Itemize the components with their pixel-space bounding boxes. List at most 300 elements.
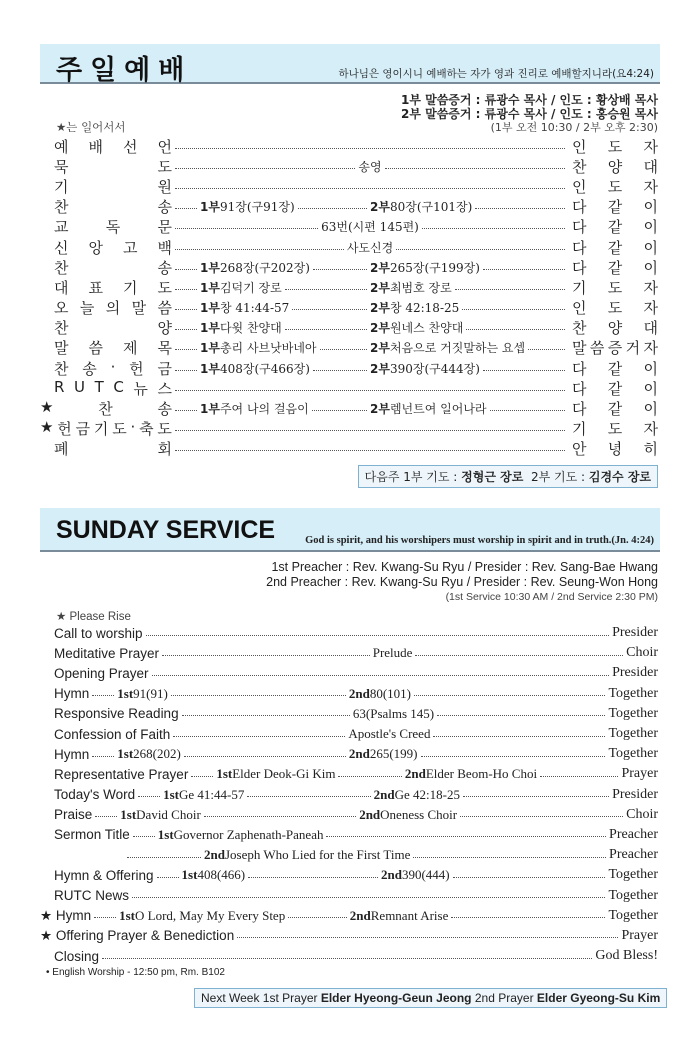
en-next-name1: Elder Hyeong-Geun Jeong [320,991,472,1005]
kr-preachers [401,93,658,121]
leader-char: 다 [572,258,587,277]
leader-char: 같 [607,359,623,378]
part-2-tag: 2부 [370,402,390,417]
leader-dots [175,349,197,350]
kr-next-prefix: 다음주 1부 기도 : [364,470,458,484]
order-leader: Together [608,746,658,762]
label-char: 제 [123,339,138,358]
part-1-text: 김덕기 장로 [219,280,282,295]
part-1 [172,319,370,336]
label-char: 교 [54,218,69,237]
leader-dots [175,228,318,229]
leader-char: 이 [643,218,658,237]
order-detail [170,726,608,742]
leader-char: 다 [572,238,587,257]
label-char: 씀 [157,299,172,318]
part-2-text: Oneness Choir [380,806,458,822]
kr-order-list [40,136,658,459]
order-leader: Together [608,685,658,701]
order-detail [172,186,568,187]
label-char: 찬 [98,400,113,419]
part-1 [172,259,370,276]
order-detail [172,218,568,235]
leader-char: 대 [643,157,658,176]
leader-dots [248,877,378,878]
kr-next-mid: 2부 기도 : [530,470,586,484]
label-char: ★ [40,418,54,437]
leader-char: 인 [572,299,587,318]
label-char: · [130,418,136,437]
leader-dots [237,937,618,938]
label-char: 헌 [57,420,72,439]
leader-dots [413,857,606,858]
leader-dots [451,917,605,918]
leader-dots [175,390,565,391]
center-text: 사도신경 [346,240,394,255]
order-row [54,217,658,237]
leader-char: 다 [572,379,587,398]
leader-char: 기 [572,278,587,297]
order-row [54,298,658,318]
order-detail [172,146,568,147]
leader-dots [396,249,565,250]
part-1 [135,787,374,803]
part-2-tag: 2부 [370,301,390,316]
part-1-text: Joseph Who Lied for the First Time [224,847,411,863]
leader-char: 이 [643,359,658,378]
part-1-tag: 1st [119,907,135,923]
leader-dots [182,715,350,716]
order-label: Representative Prayer [54,766,189,782]
leader-dots [462,309,565,310]
order-leader: Preacher [609,826,658,842]
part-1-text: Governor Zaphenath-Paneah [173,826,324,842]
leader-char: 자 [643,278,658,297]
part-1 [188,766,405,782]
part-1-tag: 1st [117,746,134,762]
part-1-text: O Lord, May My Every Step [135,907,286,923]
label-char: C [113,377,124,396]
leader-char: 이 [643,379,658,398]
part-2-text: Remnant Arise [370,907,449,923]
leader-char: 찬 [572,319,587,338]
leader-dots [102,958,592,959]
leader-char: 이 [643,400,658,419]
order-leader [572,156,658,177]
leader-dots [92,695,114,696]
part-1-tag: 1부 [200,321,220,336]
order-row [54,439,658,459]
label-char: 기 [93,420,109,439]
leader-dots [338,776,401,777]
order-detail [172,279,568,296]
leader-dots [483,370,565,371]
order-row [54,805,658,825]
order-leader: Choir [626,645,658,661]
leader-char: 이 [643,198,658,217]
leader-dots [95,816,117,817]
order-row [54,663,658,683]
order-detail [172,198,568,215]
leader-dots [132,897,605,898]
en-header-band [40,508,660,552]
label-char: 폐 [54,440,69,459]
order-leader [572,136,658,157]
en-times: (1st Service 10:30 AM / 2nd Service 2:30 PM) [445,591,658,603]
leader-char: 같 [607,198,623,217]
part-2 [370,299,568,316]
leader-dots [313,370,367,371]
leader-char: 양 [607,319,623,338]
part-1-tag: 1st [163,786,180,802]
part-1-text: 총리 사브낫바네아 [219,341,317,356]
order-detail [172,360,568,377]
leader-dots [414,695,605,696]
kr-title: 주일예배 [56,55,193,86]
en-next-mid: 2nd Prayer [474,991,534,1005]
order-label: ★ Offering Prayer & Benediction [40,927,235,943]
leader-dots [146,635,610,636]
leader-char: 자 [643,420,658,439]
part-2-tag: 2nd [349,907,371,923]
part-2-text: 265장(구199장) [389,260,480,275]
order-label: Responsive Reading [54,706,179,722]
order-leader: Presider [612,786,658,802]
order-label [54,358,172,379]
label-char: 오 [54,299,69,318]
part-1-text: Ge 41:44-57 [179,786,245,802]
label-char: 스 [157,379,172,398]
leader-dots [460,816,623,817]
label-char: 말 [131,299,147,318]
order-label: Hymn [54,686,90,702]
label-char: 축 [139,420,154,439]
kr-header-band [40,44,660,84]
order-label [54,176,172,197]
part-1-tag: 1부 [200,200,220,215]
center-text: Apostle's Creed [348,726,431,742]
leader-dots [171,695,346,696]
order-row [54,785,658,805]
leader-dots [455,289,565,290]
kr-next-name2: 김경수 장로 [588,470,651,484]
order-leader [572,438,658,459]
leader-dots [466,329,565,330]
leader-dots [463,796,609,797]
order-leader [572,378,658,399]
leader-dots [175,289,197,290]
order-leader [572,317,658,338]
order-detail [172,259,568,276]
leader-char: 녕 [607,440,623,459]
leader-dots [433,736,605,737]
part-2 [349,746,609,762]
label-char: 도 [157,278,172,297]
part-1-tag: 1부 [200,260,220,275]
label-char: 대 [54,278,69,297]
part-1-tag: 1st [120,806,137,822]
label-char: 선 [123,137,138,156]
leader-dots [292,309,367,310]
label-char: 찬 [54,198,69,217]
label-char: 언 [157,137,172,156]
order-leader: Presider [612,665,658,681]
leader-char: 인 [572,137,587,156]
leader-dots [175,188,565,189]
label-char: 고 [123,238,138,257]
order-detail [143,633,613,634]
order-row [54,885,658,905]
leader-dots [385,168,565,169]
label-char: 신 [54,238,69,257]
part-1-tag: 1st [181,867,198,883]
leader-dots [175,208,197,209]
leader-char: 다 [572,218,587,237]
leader-char: 다 [572,359,587,378]
leader-dots [162,655,370,656]
part-2 [374,787,613,803]
kr-preacher-1: 1부 말씀증거 : 류광수 목사 / 인도 : 황상배 목사 [401,93,658,107]
order-label [40,418,172,439]
part-1 [154,867,381,883]
part-2-text: 처음으로 거짓말하는 요셉 [389,341,526,356]
leader-char: 자 [643,137,658,156]
part-2-tag: 2부 [370,361,390,376]
label-char: 목 [157,339,172,358]
order-row [40,418,658,439]
leader-char: 도 [607,177,623,196]
en-rise-note: ★ Please Rise [56,611,131,623]
part-2-tag: 2nd [359,806,381,822]
label-char: 찬 [54,258,69,277]
leader-char: 찬 [572,157,587,176]
order-row [54,845,658,865]
order-row [54,724,658,744]
order-detail [172,339,568,356]
part-1-tag: 1부 [200,361,220,376]
label-char: 도 [157,420,172,439]
order-label: Opening Prayer [54,665,149,681]
leader-char: 같 [607,238,623,257]
leader-dots [175,309,197,310]
part-1-text: 91(91) [133,685,168,701]
order-leader: Together [608,887,658,903]
leader-dots [175,370,197,371]
part-1-tag: 1st [216,766,233,782]
order-leader [572,237,658,258]
en-worship-note: • English Worship - 12:50 pm, Rm. B102 [46,967,225,978]
leader-char: 도 [607,420,623,439]
label-char: 금 [75,420,91,439]
part-2 [370,360,568,377]
label-char: 백 [157,238,172,257]
leader-dots [298,208,367,209]
order-row [54,643,658,663]
leader-dots [138,796,160,797]
order-row [54,378,658,398]
leader-char: 씀 [589,339,605,358]
part-2-text: 렘넌트여 일어나라 [389,402,487,417]
part-2 [370,259,568,276]
order-detail [172,428,568,429]
part-1 [172,360,370,377]
part-2-text: 265(199) [369,746,418,762]
order-row [54,704,658,724]
leader-dots [94,917,116,918]
label-char: 의 [105,299,121,318]
order-row [54,825,658,845]
leader-dots [437,715,605,716]
order-leader [572,216,658,237]
label-char: · [110,357,116,376]
order-row [54,764,658,784]
order-row [54,358,658,378]
part-2-tag: 2부 [370,321,390,336]
order-leader [572,418,658,439]
label-char: 묵 [54,157,69,176]
label-char: 뉴 [133,379,148,398]
part-2-tag: 2nd [348,685,370,701]
label-char: 기 [123,278,138,297]
part-1 [91,908,350,924]
part-1 [172,400,370,417]
order-detail [172,400,568,417]
order-row [54,176,658,196]
leader-char: 도 [607,299,623,318]
leader-dots [540,776,618,777]
part-2 [405,766,622,782]
order-leader [572,257,658,278]
part-1-text: 268(202) [133,746,181,762]
part-2-tag: 2nd [348,746,370,762]
label-char: 늘 [79,299,95,318]
order-detail [159,645,626,661]
order-detail [130,827,609,843]
order-leader [572,297,658,318]
leader-dots [422,228,565,229]
part-2 [349,686,609,702]
label-char: 양 [157,319,172,338]
leader-dots [191,776,213,777]
label-char: 송 [82,359,97,378]
center-text: 송영 [358,159,382,174]
leader-dots [184,756,346,757]
leader-dots [92,756,114,757]
order-detail [172,158,568,175]
en-next-week [194,988,667,1008]
order-row [54,237,658,257]
order-detail [92,807,626,823]
leader-dots [453,877,606,878]
part-2-text: 390장(구444장) [389,361,480,376]
leader-char: 같 [607,258,623,277]
leader-dots [133,836,155,837]
part-1-tag: 1부 [200,280,220,295]
part-2 [381,867,608,883]
leader-char: 증 [607,339,623,358]
order-detail [89,746,608,762]
order-detail [135,787,612,803]
order-label: Hymn & Offering [54,867,154,883]
order-detail [154,867,609,883]
order-detail [172,239,568,256]
order-leader [572,176,658,197]
leader-dots [175,450,565,451]
order-row [54,744,658,764]
kr-times: (1부 오전 10:30 / 2부 오후 2:30) [490,121,658,134]
order-row [54,318,658,338]
en-preachers [266,560,658,590]
label-char: 문 [157,218,172,237]
part-1-tag: 1부 [200,402,220,417]
order-row [40,398,658,419]
en-next-prefix: Next Week 1st Prayer [201,991,318,1005]
part-1-tag: 2nd [204,847,225,863]
leader-dots [204,816,356,817]
label-char: ★ [40,398,54,417]
part-1-text: 408(466) [197,867,246,883]
order-label [54,156,172,177]
leader-dots [175,329,197,330]
part-2 [350,908,609,924]
leader-dots [127,857,201,858]
part-1 [124,847,609,863]
label-char: 기 [54,177,69,196]
order-detail [89,686,608,702]
part-2 [370,339,568,356]
order-label [54,237,172,258]
part-1 [130,827,609,843]
order-leader: Together [608,726,658,742]
kr-next-name1: 정형근 장로 [461,470,524,484]
order-row [54,156,658,176]
label-char: 헌 [129,359,144,378]
part-2 [359,807,626,823]
label-char: 씀 [88,339,103,358]
order-label: Today's Word [54,787,136,803]
order-label [54,438,172,459]
label-char: 회 [157,440,172,459]
leader-dots [247,796,370,797]
part-1-text: David Choir [136,806,201,822]
label-char: T [94,377,104,396]
part-2 [370,400,568,417]
part-1-text: 91장(구91장) [219,200,295,215]
order-leader: Preacher [609,847,658,863]
part-2-text: 원네스 찬양대 [389,321,464,336]
order-leader [572,398,658,419]
part-1 [89,686,349,702]
part-2-text: 390(444) [401,867,450,883]
leader-char: 인 [572,177,587,196]
leader-char: 자 [643,177,658,196]
leader-dots [157,877,179,878]
en-preacher-1: 1st Preacher : Rev. Kwang-Su Ryu / Presider : Rev. Sang-Bae Hwang [271,560,658,574]
leader-char: 같 [607,400,623,419]
part-2 [370,198,568,215]
part-2-tag: 2부 [370,200,390,215]
leader-dots [415,655,623,656]
order-label: RUTC News [54,888,130,904]
order-label [54,136,172,157]
label-char: 찬 [54,319,69,338]
order-detail [172,299,568,316]
label-char: 말 [54,339,69,358]
leader-dots [483,269,565,270]
order-leader: Prayer [621,927,658,943]
part-2-tag: 2nd [404,766,426,782]
order-label [54,337,172,358]
